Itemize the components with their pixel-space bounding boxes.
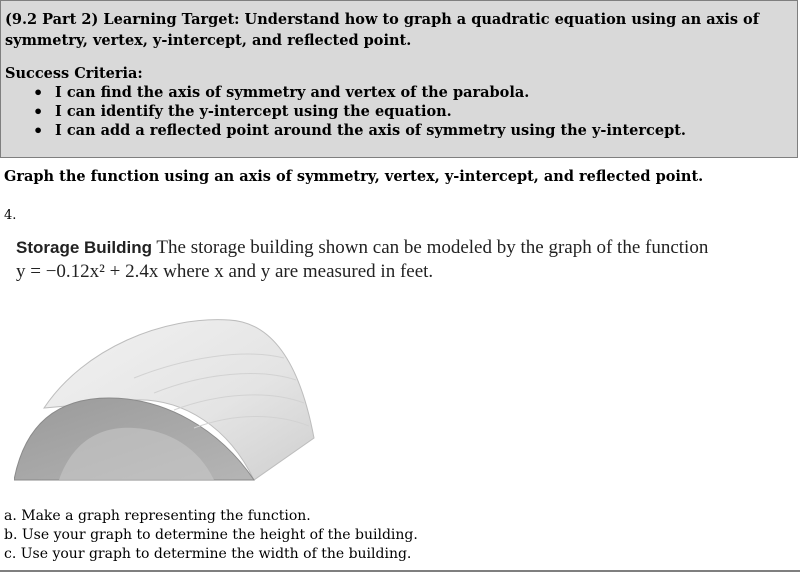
problem-statement: [16, 236, 716, 284]
success-criteria-list: [5, 83, 793, 140]
problem-label: Storage Building: [16, 238, 152, 257]
problem-number: 4.: [4, 208, 17, 223]
question-parts: [4, 507, 418, 564]
problem-text-before: The storage building shown can be modeled by the graph of the function: [152, 237, 709, 258]
problem-text-after: where x and y are measured in feet.: [158, 261, 434, 282]
question-part-a: a. Make a graph representing the function.: [4, 508, 311, 524]
criteria-item: • I can find the axis of symmetry and vertex of the parabola.: [33, 83, 793, 102]
problem-equation: y = −0.12x² + 2.4x: [16, 261, 159, 282]
divider-line: [0, 570, 800, 572]
question-part-c: c. Use your graph to determine the width of the building.: [4, 546, 412, 562]
criteria-item: • I can identify the y-intercept using the equation.: [33, 102, 793, 121]
success-criteria-heading: Success Criteria:: [5, 65, 143, 82]
learning-target-box: [0, 0, 798, 158]
storage-building-image: [14, 318, 324, 486]
question-part-b: b. Use your graph to determine the height of the building.: [4, 527, 418, 543]
criteria-item: • I can add a reflected point around the axis of symmetry using the y-intercept.: [33, 121, 793, 140]
instruction-text: Graph the function using an axis of symmetry, vertex, y-intercept, and reflected point.: [4, 168, 704, 185]
learning-target-title: (9.2 Part 2) Learning Target: Understand how to graph a quadratic equation using an axis of symmetry, vertex, y-intercept, and reflected point.: [5, 11, 759, 49]
